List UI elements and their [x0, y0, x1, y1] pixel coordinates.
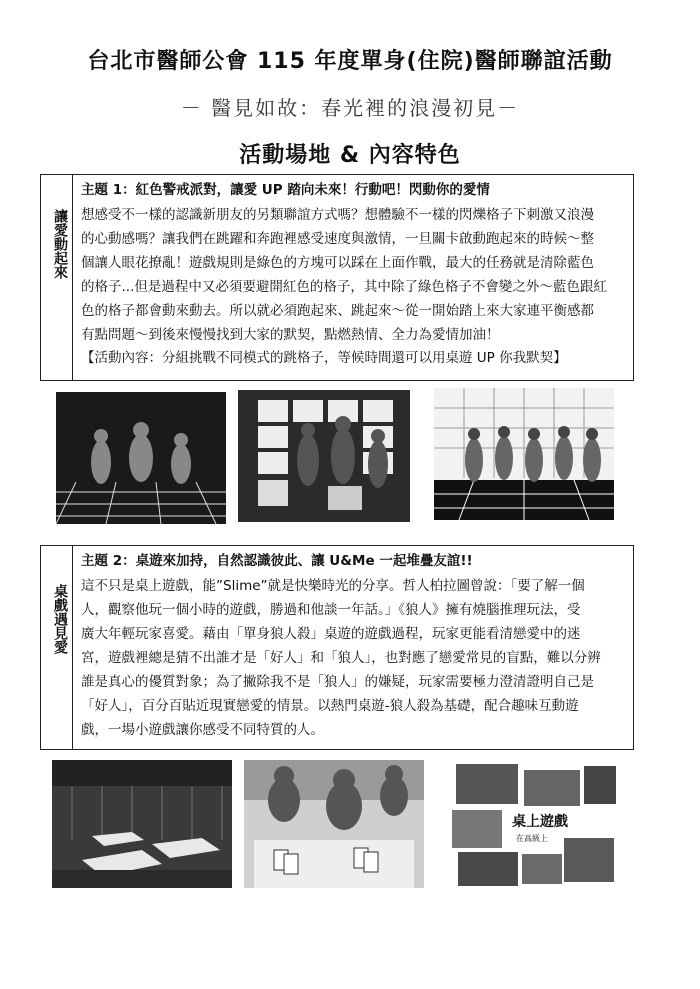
photo-dance-floor: [56, 392, 226, 524]
page-title: 台北市醫師公會 115 年度單身(住院)醫師聯誼活動: [87, 49, 613, 74]
theme-title: 主題 2：桌遊來加持，自然認識彼此、讓 U&Me 一起堆疊友誼!!: [81, 553, 473, 569]
section-theme-1: [40, 174, 634, 381]
collage-title: 桌上遊戲: [508, 810, 572, 832]
section-content: [81, 550, 627, 742]
side-label-box: [41, 546, 73, 749]
paragraph-line: 「好人」，百分百貼近現實戀愛的情景。以熱門桌遊-狼人殺為基礎，配合趣味互動遊: [81, 698, 579, 714]
side-label: 讓愛動起來: [52, 209, 68, 279]
paragraph-line: 色的格子都會動來動去。所以就必須跑起來、跳起來～從一開始踏上來大家連平衡感都: [81, 303, 594, 319]
photo-board-game-collage: [452, 764, 618, 888]
paragraph-line: 戲，一場小遊戲讓你感受不同特質的人。: [81, 722, 324, 738]
paragraph-line: 這不只是桌上遊戲，能”Slime”就是快樂時光的分享。哲人柏拉圖曾說：「要了解一個: [81, 578, 585, 594]
collage-caption: 在高級上: [512, 832, 552, 845]
photo-group-grid: [434, 388, 614, 520]
activity-note: 【活動內容：分組挑戰不同模式的跳格子，等候時間還可以用桌遊 UP 你我默契】: [81, 350, 567, 366]
section-theme-2: [40, 545, 634, 750]
paragraph-line: 個讓人眼花撩亂！遊戲規則是綠色的方塊可以踩在上面作戰，最大的任務就是清除藍色: [81, 255, 594, 271]
paragraph-line: 人，觀察他玩一個小時的遊戲，勝過和他談一年話。」《狼人》擁有燒腦推理玩法，受: [81, 602, 581, 618]
photo-grid-room: [238, 390, 410, 522]
paragraph-line: 誰是真心的優質對象；為了撇除我不是「狼人」的嫌疑，玩家需要極力澄清證明自己是: [81, 674, 594, 690]
photo-restaurant: [52, 760, 232, 888]
paragraph-line: 宮，遊戲裡總是猜不出誰才是「好人」和「狼人」，也對應了戀愛常見的盲點，難以分辨: [81, 650, 601, 666]
paragraph-line: 的格子...但是過程中又必須要避開紅色的格子，其中除了綠色格子不會變之外～藍色跟紅: [81, 279, 607, 295]
paragraph-line: 的心動感嗎？讓我們在跳躍和奔跑裡感受速度與激情，一旦關卡啟動跑起來的時候～整: [81, 231, 594, 247]
paragraph-line: 想感受不一樣的認識新朋友的另類聯誼方式嗎？想體驗不一樣的閃爍格子下刺激又浪漫: [81, 207, 594, 223]
section-heading: 活動場地 & 內容特色: [239, 143, 461, 168]
paragraph-line: 廣大年輕玩家喜愛。藉由「單身狼人殺」桌遊的遊戲過程，玩家更能看清戀愛中的迷: [81, 626, 581, 642]
side-label-box: [41, 175, 73, 380]
page-subtitle: － 醫見如故：春光裡的浪漫初見－: [180, 96, 520, 120]
side-label: 桌戲遇見愛: [52, 584, 68, 654]
theme-title: 主題 1：紅色警戒派對，讓愛 UP 踏向未來！行動吧！閃動你的愛情: [81, 182, 490, 198]
section-content: [81, 179, 627, 369]
paragraph-line: 有點問題～到後來慢慢找到大家的默契，點燃熱情、全力為愛情加油！: [81, 327, 500, 343]
photo-card-game: [244, 760, 424, 888]
